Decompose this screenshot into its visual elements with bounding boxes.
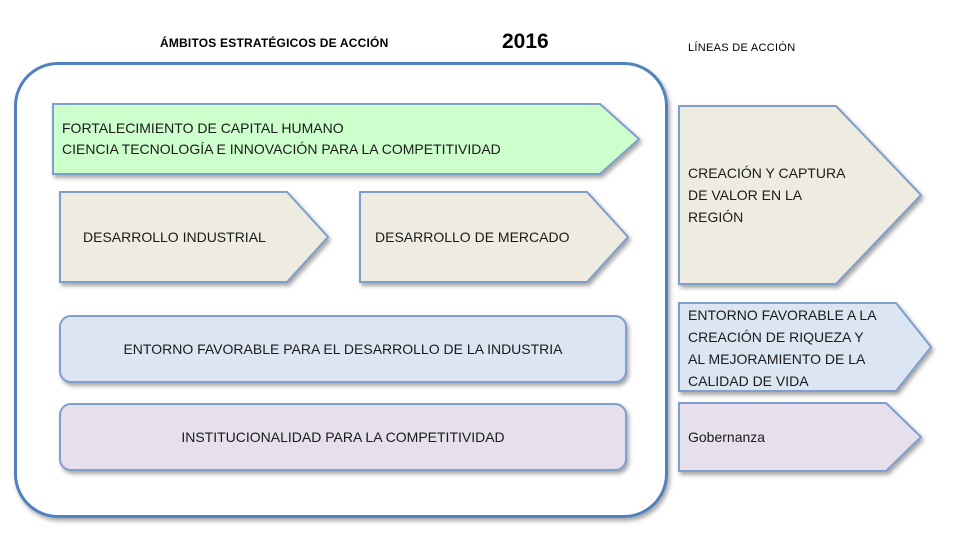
- creacion-arrow: [678, 105, 922, 285]
- desarrollo-industrial-label: DESARROLLO INDUSTRIAL: [83, 229, 266, 245]
- entorno-riqueza-line3: AL MEJORAMIENTO DE LA: [688, 351, 866, 367]
- creacion-line3: REGIÓN: [688, 209, 744, 225]
- entorno-industria-box: [59, 315, 627, 383]
- entorno-riqueza-arrow: [678, 302, 932, 392]
- entorno-industria-label: ENTORNO FAVORABLE PARA EL DESARROLLO DE LA INDUSTRIA: [123, 341, 563, 357]
- gobernanza-arrow: [678, 402, 922, 472]
- desarrollo-mercado-arrow: [359, 191, 629, 283]
- creacion-line1: CREACIÓN Y CAPTURA: [688, 165, 846, 181]
- institucionalidad-box: [59, 403, 627, 471]
- entorno-riqueza-line4: CALIDAD DE VIDA: [688, 373, 809, 389]
- fortalecimiento-arrow: [52, 103, 640, 175]
- fortalecimiento-line2: CIENCIA TECNOLOGÍA E INNOVACIÓN PARA LA COMPETITIVIDAD: [62, 141, 501, 157]
- ambitos-title: ÁMBITOS ESTRATÉGICOS DE ACCIÓN: [160, 36, 389, 50]
- desarrollo-industrial-arrow: [59, 191, 329, 283]
- entorno-riqueza-line1: ENTORNO FAVORABLE A LA: [688, 307, 877, 323]
- creacion-line2: DE VALOR EN LA: [688, 187, 803, 203]
- gobernanza-label: Gobernanza: [688, 428, 766, 445]
- lineas-title: LÍNEAS DE ACCIÓN: [688, 42, 796, 54]
- entorno-riqueza-line2: CREACIÓN DE RIQUEZA Y: [688, 329, 864, 345]
- year-title: 2016: [502, 30, 549, 53]
- institucionalidad-label: INSTITUCIONALIDAD PARA LA COMPETITIVIDAD: [181, 429, 505, 445]
- fortalecimiento-line1: FORTALECIMIENTO DE CAPITAL HUMANO: [62, 120, 344, 136]
- desarrollo-mercado-label: DESARROLLO DE MERCADO: [375, 229, 570, 245]
